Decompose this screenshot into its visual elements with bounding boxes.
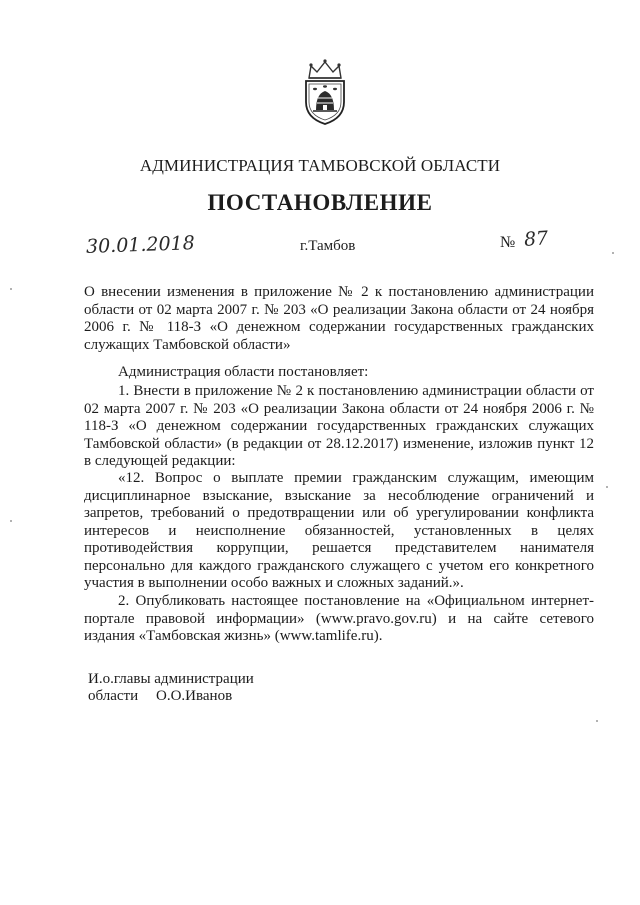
handwritten-date: 30.01.2018 bbox=[85, 232, 196, 258]
document-type-title: ПОСТАНОВЛЕНИЕ bbox=[207, 190, 433, 215]
signatory-name: О.О.Иванов bbox=[156, 688, 233, 704]
signatory-title: И.о.главы администрации bbox=[88, 671, 254, 687]
item-12-quote-paragraph: «12. Вопрос о выплате премии гражданским служащим, имеющим дисциплинарное взыскание, взыскание за несоблюдение ограничений и запретов, требований о предотвращении или об урегулировании конфликта интересов и неисполнение обязанностей, установленных в целях противодействия коррупции, решается представителем нанимателя персонально для каждого гражданского служащего с учетом его конкретного участия в выполнении особо важных и сложных заданий.». bbox=[84, 470, 594, 591]
number-sign: № bbox=[500, 234, 516, 251]
scan-speck bbox=[612, 252, 614, 254]
coat-of-arms-emblem bbox=[298, 58, 352, 126]
scan-speck bbox=[10, 288, 12, 290]
signatory-region: области bbox=[88, 688, 139, 704]
organization-header: АДМИНИСТРАЦИЯ ТАМБОВСКОЙ ОБЛАСТИ bbox=[139, 156, 501, 175]
tambov-coat-of-arms-icon bbox=[298, 58, 352, 126]
item-1-paragraph: 1. Внести в приложение № 2 к постановлению администрации области от 02 марта 2007 г. № 203 «О реализации Закона области от 24 ноября 2006 г. № 118-З «О денежном содержании государственных гражданских служащих Тамбовской области» (в редакции от 28.12.2017) изменение, изложив пункт 12 в следующей редакции: bbox=[84, 383, 594, 469]
item-2-paragraph: 2. Опубликовать настоящее постановление на «Официальном интернет-портале правовой информации» (www.pravo.gov.ru) и на сайте сетевого издания «Тамбовская жизнь» (www.tamlife.ru). bbox=[84, 593, 594, 644]
document-subject: О внесении изменения в приложение № 2 к постановлению администрации области от 02 марта 2007 г. № 203 «О реализации Закона области от 24 ноября 2006 г. № 118-З «О денежном содержании государственных гражданских служащих Тамбовской области» bbox=[84, 284, 594, 353]
city-label: г.Тамбов bbox=[300, 238, 356, 254]
scan-speck bbox=[606, 486, 608, 488]
scan-speck bbox=[596, 720, 598, 722]
handwritten-number: 87 bbox=[523, 227, 549, 251]
preamble-paragraph: Администрация области постановляет: bbox=[118, 364, 369, 380]
scan-speck bbox=[10, 520, 12, 522]
